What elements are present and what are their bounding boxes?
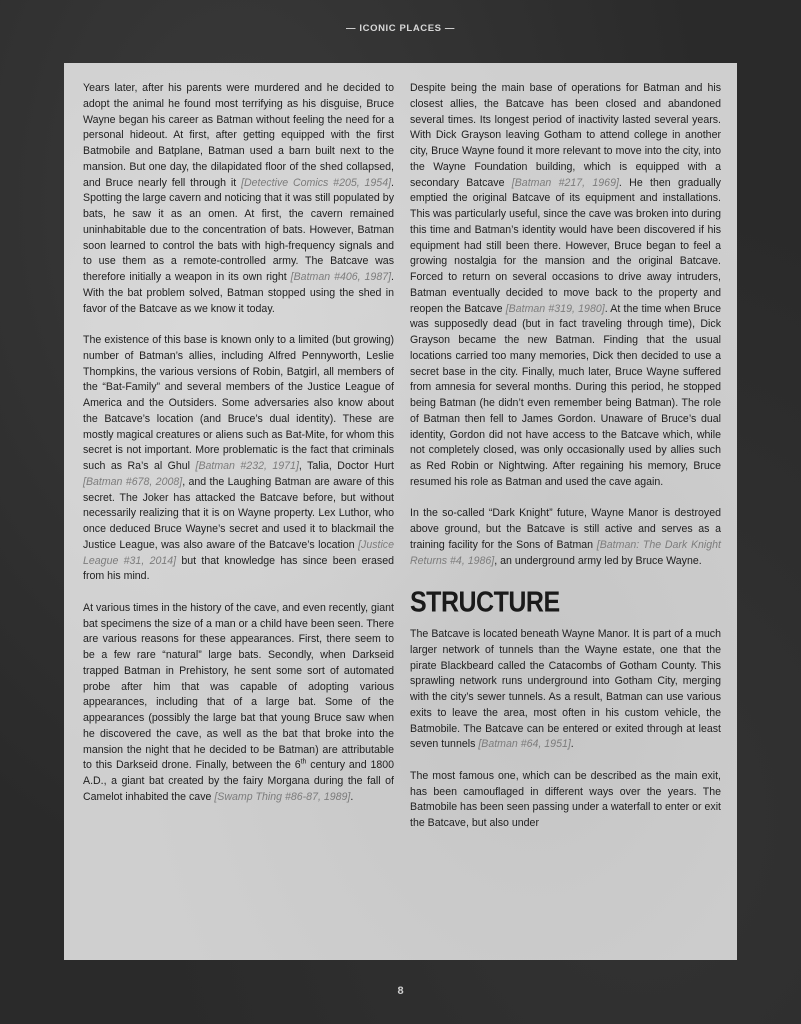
paragraph (83, 81, 394, 317)
text: century and 1800 A.D., a giant bat created by the fairy Morgana during the fall of Camelot inhabited the cave (83, 759, 395, 803)
citation: [Batman #406, 1987] (290, 271, 392, 283)
citation: [Batman #217, 1969] (511, 176, 619, 189)
running-header: — ICONIC PLACES — (346, 23, 455, 34)
superscript: th (300, 758, 307, 766)
text: . At the time when Bruce was supposedly dead (but in fact traveling through time), Dick Grayson became the new Batman. Finding that the usual locations carried too many memories, Dick then decided to use a secret base in the city. Finally, much later, Bruce Wayne suffered from amnesia for several months. During this period, he stopped being Batman (he didn’t even remember being Batman). The role of Batman then fell to James Gordon. Unaware of Bruce’s dual identity, Gordon did not have access to the Batcave which, while not completely closed, was only occasionally used by allies such as Red Robin or Nightwing. After regaining his memory, Bruce resumed his role as Batman and used the cave again. (410, 302, 721, 488)
text: Years later, after his parents were murdered and he decided to adopt the animal he found most terrifying as his disguise, Bruce Wayne began his career as Batman without feeling the need for a personal hideout. At first, after getting equipped with the first Batmobile and Batplane, Batman used a barn built next to the mansion. But one day, the dilapidated floor of the shed collapsed, and Bruce nearly fell through it (83, 82, 394, 189)
text: The most famous one, which can be described as the main exit, has been camouflaged in different ways over the years. The Batmobile has been seen passing under a waterfall to enter or exit the Batcave, but also under (410, 769, 721, 829)
text: , and the Laughing Batman are aware of this secret. The Joker has attacked the Batcave before, but without necessarily realizing that it is on Wayne property. Lex Luthor, who once deduced Bruce Wayne’s secret and used it to blackmail the Justice League, was also aware of the Batcave’s location (83, 475, 394, 551)
text: The Batcave is located beneath Wayne Manor. It is part of a much larger network of tunnels than the Wayne estate, one that the pirate Blackbeard called the Catacombs of Gotham County. This sprawling network runs underground into Gotham City, merging with the city’s sewer tunnels. As a result, Batman can use various exits to leave the area, most often in his custom vehicle, the Batmobile. The Batcave can be entered or exited through at least seven tunnels (410, 628, 721, 751)
text: . Spotting the large cavern and noticing that it was still populated by bats, he saw it as an omen. At first, the cavern remained uninhabitable due to the concentration of bats. However, Batman soon learned to control the bats with high-frequency signals and to use them as a remote-controlled army. The Batcave was therefore initially a weapon in its own right (83, 176, 394, 283)
page-number: 8 (397, 985, 404, 997)
left-column (83, 81, 394, 821)
citation: [Batman: The Dark Knight Returns #4, 1986] (410, 538, 721, 567)
citation: [Batman #319, 1980] (505, 302, 605, 315)
text: In the so-called “Dark Knight” future, Wayne Manor is destroyed above ground, but the Batcave is still active and serves as a training facility for the Sons of Batman (410, 507, 721, 551)
text: , an underground army led by Bruce Wayne. (494, 554, 702, 567)
citation: [Batman #678, 2008] (83, 475, 183, 488)
text: . (570, 738, 574, 751)
paragraph (83, 601, 394, 806)
text: . With the bat problem solved, Batman stopped using the shed in favor of the Batcave as we know it today. (83, 271, 394, 315)
citation: [Detective Comics #205, 1954] (241, 176, 392, 189)
text: , Talia, Doctor Hurt (298, 460, 394, 472)
paragraph (410, 627, 721, 753)
text-panel (64, 63, 737, 960)
paragraph (410, 506, 721, 569)
text: Despite being the main base of operations for Batman and his closest allies, the Batcave has been closed and abandoned several times. Its longest period of inactivity lasted several years. With Dick Grayson leaving Gotham to attend college in another city, Bruce Wayne found it more relevant to move into the city, into the Wayne Foundation building, which is equipped with a secondary Batcave (410, 82, 721, 189)
text: . He then gradually emptied the original Batcave of its equipment and installations. This was particularly useful, since the cave was broken into during this time and Batman’s identity would have been discovered if his equipment had still been there. However, Bruce began to feel a growing nostalgia for the mansion and the original Batcave. Forced to return on several occasions to drive away intruders, Batman eventually decided to move back to the property and reopen the Batcave (410, 176, 721, 315)
right-column (410, 81, 721, 848)
text: The existence of this base is known only to a limited (but growing) number of Batman’s allies, including Alfred Pennyworth, Leslie Thompkins, the various versions of Robin, Batgirl, all members of the “Bat-Family” and several members of the Justice League of America and the Outsiders. Some adversaries also know about the Batcave’s location (and Bruce’s dual identity). These are mostly magical creatures or aliens such as Bat-Mite, for whom this secret is not important. More problematic is the fact that criminals such as Ra’s al Ghul (83, 334, 394, 472)
citation: [Swamp Thing #86-87, 1989] (214, 790, 351, 803)
text: At various times in the history of the cave, and even recently, giant bat specimens the size of a man or a child have been seen. There are various reasons for these appearances. First, there seem to be a few rare “natural” large bats. Secondly, when Darkseid trapped Batman in Prehistory, he sent some sort of automated probe after him that was capable of adopting various appearances, including that of a large bat. Some of the appearances (possibly the large bat that young Bruce saw when he discovered the cave, as well as the bat that broke into the mansion the night that he decided to be Batman) are attributable to this Darkseid drone. Finally, between the 6 (83, 601, 394, 772)
section-heading: STRUCTURE (410, 586, 560, 619)
text: but that knowledge has since been erased from his mind. (83, 554, 394, 583)
paragraph (83, 333, 394, 585)
paragraph (410, 81, 721, 491)
text: . (350, 790, 354, 803)
citation: [Justice League #31, 2014] (83, 538, 394, 567)
paragraph (410, 769, 721, 832)
citation: [Batman #64, 1951] (478, 738, 571, 751)
citation: [Batman #232, 1971] (195, 460, 299, 472)
